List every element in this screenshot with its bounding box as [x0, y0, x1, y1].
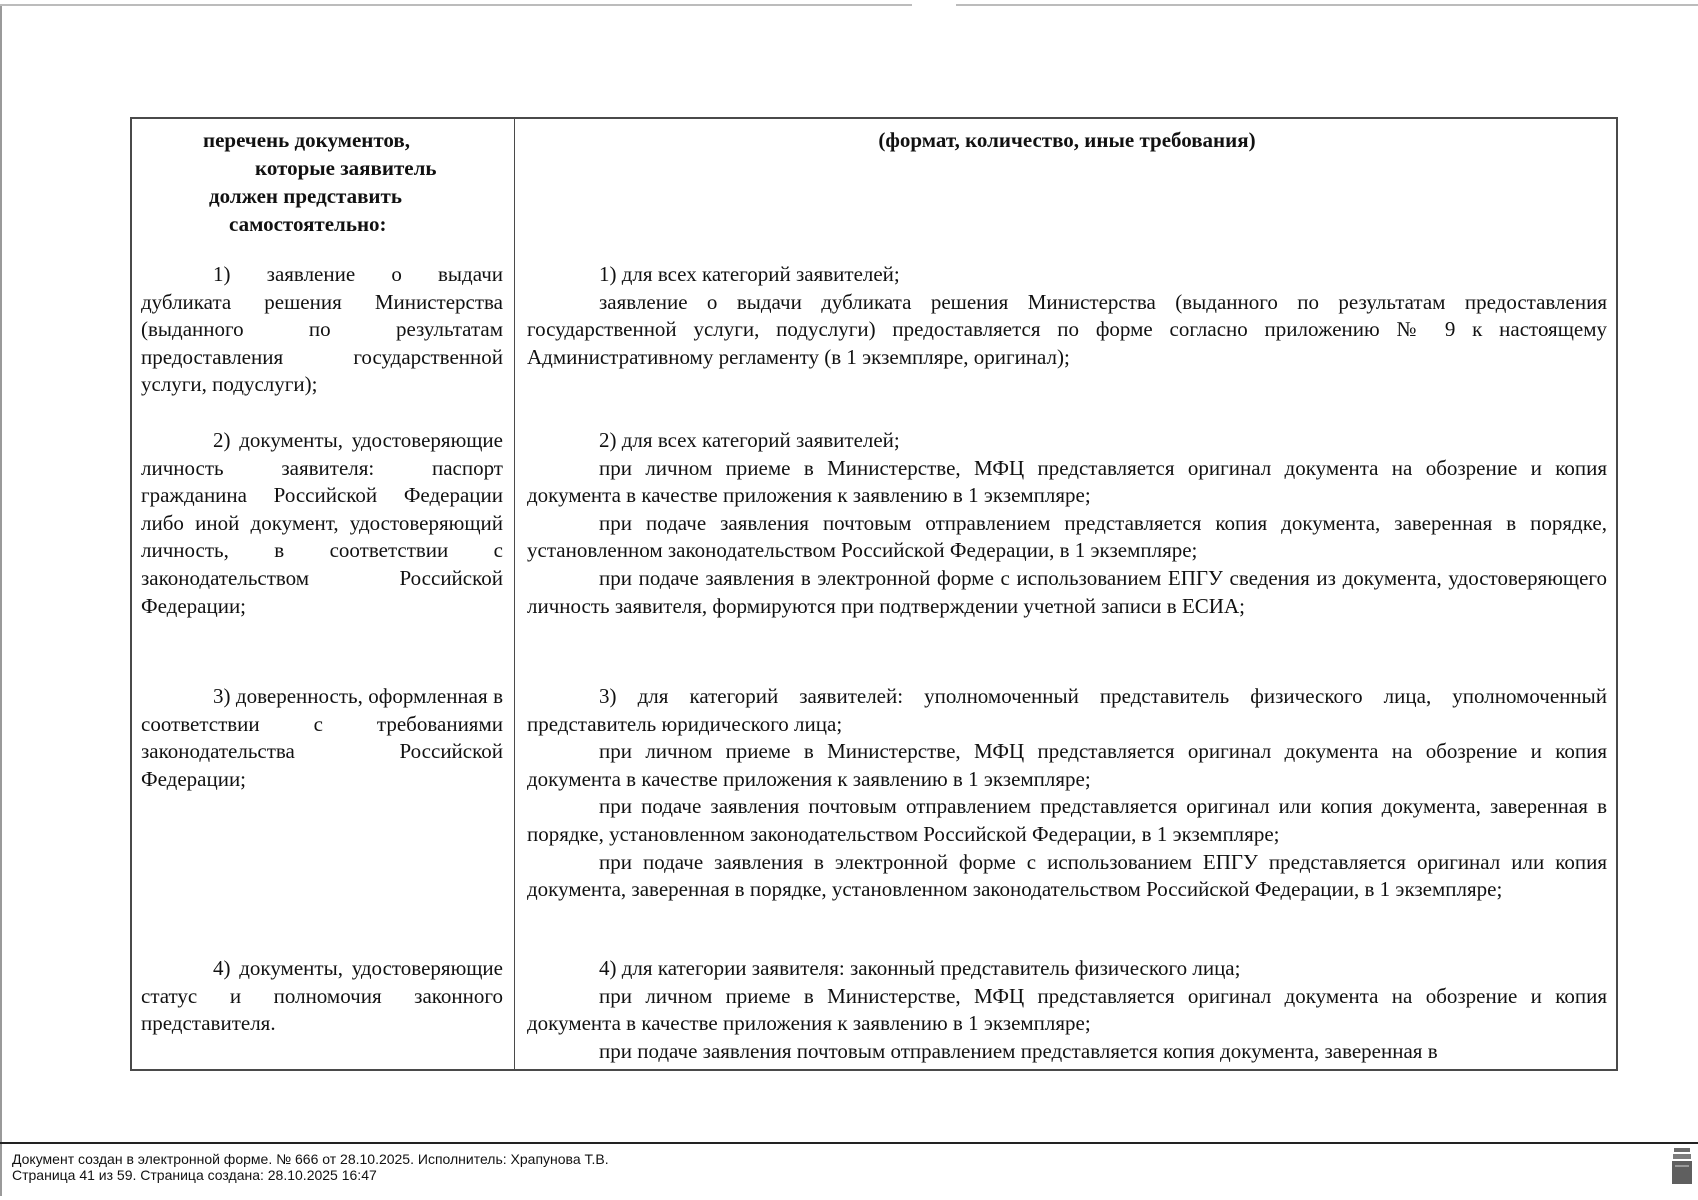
requirement-paragraph: при подаче заявления в электронной форме с использованием ЕПГУ представляется оригинал или копия документа, заверенная в порядке, установленном законодательством Российской Федерации, в 1 экземпляре;	[527, 849, 1607, 902]
requirement-paragraph: 2) для всех категорий заявителей;	[599, 428, 900, 452]
document-stamp-icon	[1671, 1146, 1693, 1186]
requirement-paragraph: при личном приеме в Министерстве, МФЦ представляется оригинал документа на обозрение и копия документа в качестве приложения к заявлению в 1 экземпляре;	[527, 455, 1607, 508]
row-1-left	[141, 261, 503, 399]
requirement-paragraph: при подаче заявления в электронной форме с использованием ЕПГУ сведения из документа, удостоверяющего личность заявителя, формируются при подтверждении учетной записи в ЕСИА;	[527, 565, 1607, 618]
requirements-table	[130, 117, 1618, 1071]
row-2-left	[141, 427, 503, 620]
requirement-paragraph: при личном приеме в Министерстве, МФЦ представляется оригинал документа на обозрение и копия документа в качестве приложения к заявлению в 1 экземпляре;	[527, 739, 1607, 791]
right-column-header: (формат, количество, иные требования)	[878, 128, 1256, 152]
requirement-paragraph: при подаче заявления почтовым отправлением представляется копия документа, заверенная в порядке, установленном законодательством Российской Федерации, в 1 экземпляре;	[527, 510, 1607, 563]
requirement-paragraph: 4) для категории заявителя: законный представитель физического лица;	[599, 956, 1241, 980]
scan-edge-top-left	[0, 4, 912, 6]
left-header-line: должен представить	[209, 184, 402, 208]
row-2-right	[527, 427, 1607, 620]
left-header-line: которые заявитель	[255, 156, 437, 180]
left-header-line: самостоятельно:	[229, 212, 387, 236]
document-item: 4) документы, удостоверяющие статус и полномочия законного представителя.	[141, 956, 503, 1036]
document-footer	[0, 1142, 1698, 1183]
left-column-header	[141, 126, 503, 238]
row-4-right	[527, 955, 1607, 1065]
footer-line-1: Документ создан в электронной форме. № 666 от 28.10.2025. Исполнитель: Храпунова Т.В.	[12, 1151, 609, 1167]
requirement-paragraph: при подаче заявления почтовым отправлением представляется оригинал или копия документа, заверенная в порядке, установленном законодательством Российской Федерации, в 1 экземпляре;	[527, 794, 1607, 846]
scan-edge-top-right	[956, 4, 1698, 6]
row-3-right	[527, 683, 1607, 904]
requirement-paragraph: заявление о выдачи дубликата решения Министерства (выданного по результатам предоставления государственной услуги, подуслуги) предоставляется по форме согласно приложению № 9 к настоящему Административному регламенту (в 1 экземпляре, оригинал);	[527, 289, 1607, 369]
requirement-paragraph: 3) для категорий заявителей: уполномоченный представитель физического лица, уполномоченный представитель юридического лица;	[527, 684, 1607, 736]
row-1-right	[527, 261, 1607, 371]
scan-edge-left	[0, 6, 2, 1196]
document-item: 3) доверенность, оформленная в соответствии с требованиями законодательства Российской Федерации;	[141, 684, 503, 791]
left-header-line: перечень документов,	[203, 128, 410, 152]
requirement-paragraph: 1) для всех категорий заявителей;	[599, 262, 900, 286]
row-3-left	[141, 683, 503, 793]
footer-line-2: Страница 41 из 59. Страница создана: 28.10.2025 16:47	[12, 1167, 377, 1183]
requirement-paragraph: при личном приеме в Министерстве, МФЦ представляется оригинал документа на обозрение и копия документа в качестве приложения к заявлению в 1 экземпляре;	[527, 983, 1607, 1036]
requirement-paragraph: при подаче заявления почтовым отправлением представляется копия документа, заверенная в	[599, 1038, 1438, 1063]
document-item: 1) заявление о выдачи дубликата решения Министерства (выданного по результатам предоставления государственной услуги, подуслуги);	[141, 262, 503, 397]
footer-text	[12, 1151, 609, 1183]
column-divider	[514, 119, 515, 1069]
row-4-left	[141, 955, 503, 1038]
document-item: 2) документы, удостоверяющие личность заявителя: паспорт гражданина Российской Федерации либо иной документ, удостоверяющий личность, в соответствии с законодательством Российской Федерации;	[141, 428, 503, 618]
